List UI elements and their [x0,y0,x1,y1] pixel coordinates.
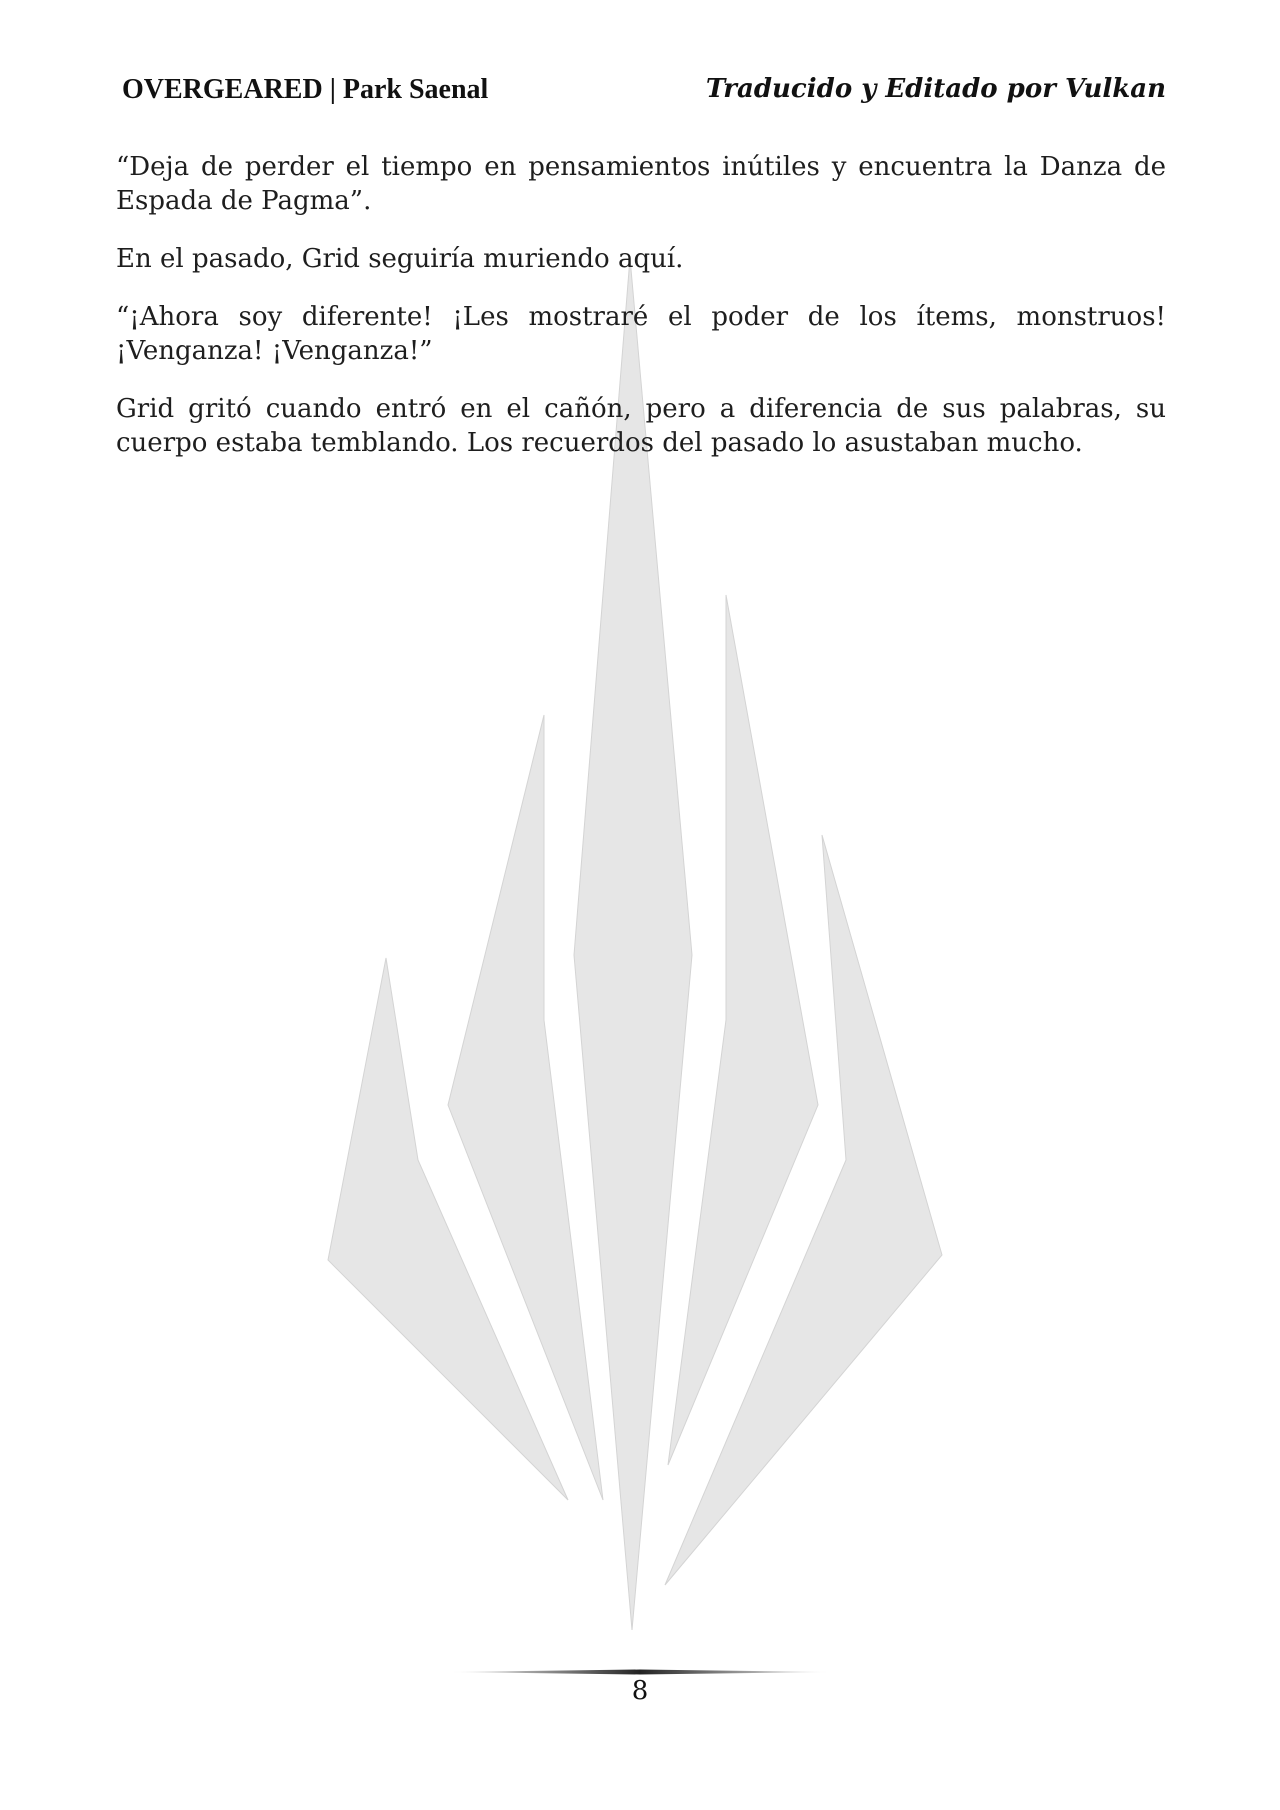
paragraph-4: Grid gritó cuando entró en el cañón, pero a diferencia de sus palabras, su cuerpo estaba temblando. Los recuerdos del pasado lo asustaban mucho. [116,394,1166,458]
page-header [122,74,1166,114]
header-translator-credit: Traducido y Editado por Vulkan [705,74,1166,104]
page-number: 8 [631,1676,649,1706]
chapter-text [116,150,1166,484]
paragraph-1: “Deja de perder el tiempo en pensamientos inútiles y encuentra la Danza de Espada de Pagma”. [116,152,1166,216]
footer-divider [450,1668,830,1676]
paragraph-3: “¡Ahora soy diferente! ¡Les mostraré el poder de los ítems, monstruos! ¡Venganza! ¡Venganza!” [116,302,1166,366]
paragraph-2: En el pasado, Grid seguiría muriendo aquí. [116,244,684,274]
header-book-title: OVERGEARED | Park Saenal [122,74,489,105]
